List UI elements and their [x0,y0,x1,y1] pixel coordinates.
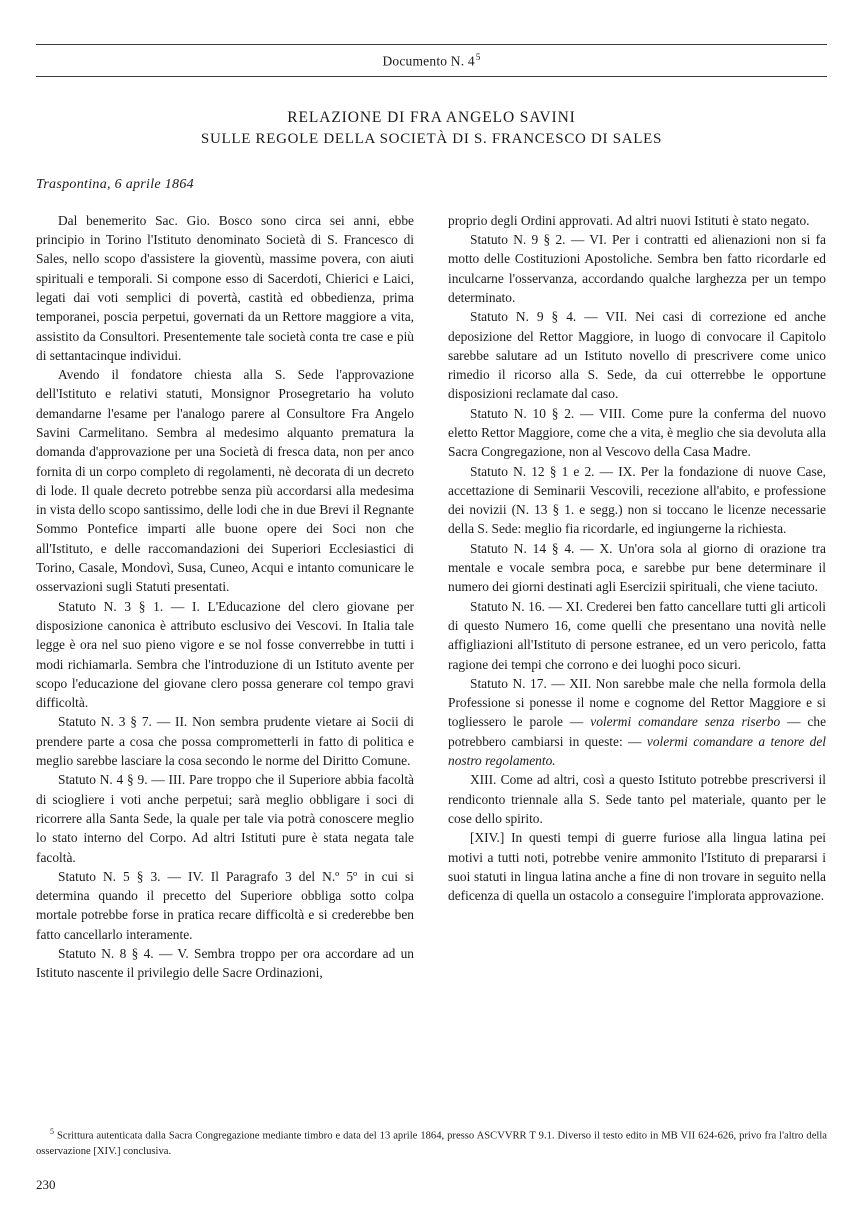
running-head-footnote-marker: 5 [475,52,481,62]
running-head-text: Documento N. 4 [382,53,475,69]
paragraph: Statuto N. 14 § 4. — X. Un'ora sola al giorno di orazione tra mentale e vocale sembra poca, e sarebbe pur bene determinare il numero dei giorni destinati agli Esercizii spirituali, che viene taciuto. [448,540,826,595]
text-columns [36,211,827,983]
paragraph: Statuto N. 3 § 7. — II. Non sembra prudente vietare ai Socii di prendere parte a cosa che possa comprometterli in fatto di politica e meglio sarebbe lasciare la cosa secondo le norme del Diritto Comune. [36,714,414,769]
footnote-marker: 5 [50,1126,54,1136]
header-rule-bottom [36,76,827,77]
footnote-body: Scrittura autenticata dalla Sacra Congregazione mediante timbro e data del 13 aprile 1864, presso ASCVVRR T 9.1. Diverso il testo edito in MB VII 624-626, privo fra l'altro della osservazione [XIV.] conclusiva. [36,1130,828,1157]
paragraph: XIII. Come ad altri, così a questo Istituto potrebbe prescriversi il rendiconto triennale alla S. Sede tanto pel materiale, quanto per le cose dello spirito. [448,772,826,826]
paragraph: Dal benemerito Sac. Gio. Bosco sono circa sei anni, ebbe principio in Torino l'Istituto denominato Società di S. Francesco di Sales, nello scopo d'assistere la gioventù, massime povera, con aiuti spirituali e temporali. Si compone esso di Sacerdoti, Chierici e Laici, legati dai voti semplici di povertà, castità ed obbedienza, prima temporanei, poscia perpetui, governati da un Rettore maggiore a vita, assistito da Consultori. Presentemente tale società conta tre case e più di settantacinque individui. [36,212,414,363]
paragraph: [XIV.] In questi tempi di guerre furiose alla lingua latina pei motivi a tutti noti, potrebbe venire ammonito l'Istituto di prepararsi i suoi statuti in lingua latina anche a fine di non trovare in seguito nella deficenza di quella un ostacolo a conseguire l'implorata approvazione. [448,830,826,904]
paragraph: proprio degli Ordini approvati. Ad altri nuovi Istituti è stato negato. [448,212,810,228]
right-column [448,211,826,906]
document-subtitle: SULLE REGOLE DELLA SOCIETÀ DI S. FRANCESCO DI SALES [200,130,663,147]
paragraph: Statuto N. 10 § 2. — VIII. Come pure la conferma del nuovo eletto Rettor Maggiore, come che a vita, è meglio che sia devoluta alla Sacra Congregazione, non al Vescovo della Casa Madre. [448,405,826,460]
running-head [36,45,827,76]
paragraph: Statuto N. 9 § 2. — VI. Per i contratti ed alienazioni non si fa motto delle Costituzioni Apostoliche. Sembra ben fatto ricordarle ed inculcarne l'osservanza, accordando qualche larghezza per un tempo determinato. [448,232,826,305]
paragraph: Statuto N. 9 § 4. — VII. Nei casi di correzione ed anche deposizione del Rettor Maggiore, in luogo di convocare il Capitolo sarebbe salutare ad un Istituto novello di prescrivere come unico rimedio il ricorso alla S. Sede, da cui otterrebbe le opportune disposizioni reclamate dal caso. [448,309,826,402]
paragraph: Statuto N. 4 § 9. — III. Pare troppo che il Superiore abbia facoltà di sciogliere i voti anche perpetui; sarà meglio obbligare i soci di ricorrere alla Santa Sede, la quale per tale via potrà conoscere meglio lo stato interno del Corpo. Ad altri Istituti pure è stata negata tale facoltà. [36,772,414,865]
paragraph: Statuto N. 16. — XI. Crederei ben fatto cancellare tutti gli articoli di questo Numero 16, come quelli che presentano una novità nelle affigliazioni all'Istituto di persone estranee, ed un vero pericolo, fatta ragione dei tempi che corrono e dei luoghi poco sicuri. [448,598,826,672]
dateline: Traspontina, 6 aprile 1864 [36,176,194,192]
title-block [36,107,827,151]
paragraph: Avendo il fondatore chiesta alla S. Sede l'approvazione dell'Istituto e relativi statuti, Monsignor Prosegretario ha voluto demandarne l'esame per l'analogo parere al Consultore Fra Angelo Savini Carmelitano. Sembra al medesimo alquanto prematura la domanda d'approvazione per una Società di fresca data, non per anco fornita di un corpo completo di regolamenti, nè decorata di un decreto di lode. Il quale decreto potrebbe senza più accordarsi alla medesima in vista dello scopo santissimo, delle lodi che in due Brevi il Regnante Sommo Pontefice imparti alle buone opere dei Soci non che all'Istituto, e delle raccomandazioni dei Superiori Ecclesiastici di Torino, Casale, Mondovì, Susa, Cuneo, Acqui e intanto comunicare le osservazioni sugli Statuti presentati. [36,367,414,595]
footnote-text [36,1126,827,1159]
paragraph: Statuto N. 5 § 3. — IV. Il Paragrafo 3 del N.º 5º in cui si determina quando il precetto del Superiore obbliga sotto colpa mortale potrebbe forse in pratica recare difficoltà e si crederebbe ben fatto cancellarlo interamente. [36,868,414,942]
paragraph: Statuto N. 8 § 4. — V. Sembra troppo per ora accordare ad un Istituto nascente il privilegio delle Sacre Ordinazioni, [36,946,414,981]
page-number: 230 [36,1177,56,1192]
document-title: RELAZIONE DI FRA ANGELO SAVINI [287,108,576,126]
paragraph: Statuto N. 17. — XII. Non sarebbe male che nella formola della Professione si ponesse il nome e cognome del Rettor Maggiore e si togliessero le parole — volermi comandare senza riserbo — che potrebbero cambiarsi in queste: — volermi comandare a tenore del nostro regolamento. [448,675,827,769]
paragraph: Statuto N. 3 § 1. — I. L'Educazione del clero giovane per disposizione canonica è attributo esclusivo dei Vescovi. In Italia tale legge è ora nel suo pieno vigore e se nol fosse converrebbe in tutti i modi richiamarla. Sembra che l'introduzione di un Istituto avente per scopo l'educazione del giovane clero possa generare col tempo gravi difficoltà. [36,598,414,711]
paragraph: Statuto N. 12 § 1 e 2. — IX. Per la fondazione di nuove Case, accettazione di Seminarii Vescovili, recezione all'abito, e professione dei novizii (N. 13 § 1. e segg.) non si toccano le licenze necessarie della S. Sede: meglio fia ricordarle, ed ingiungerne la richiesta. [448,463,826,537]
footnote [36,1126,827,1159]
left-column [36,211,414,983]
